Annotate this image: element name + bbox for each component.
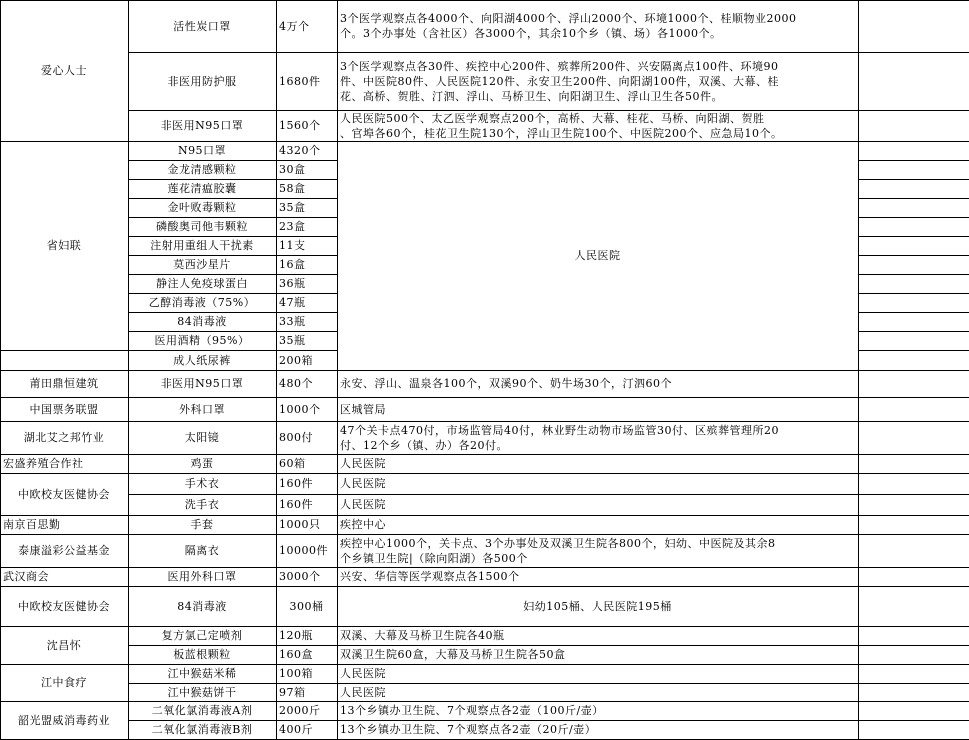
item-cell: 乙醇消毒液（75%） — [148, 296, 256, 309]
donor-cell: 沈昌怀 — [46, 638, 82, 652]
item-cell: 隔离衣 — [184, 544, 220, 557]
donor-cell: 南京百思勤 — [3, 518, 61, 531]
qty-cell: 400斤 — [279, 723, 313, 736]
item-cell: 江中猴菇饼干 — [167, 685, 237, 699]
item-cell: 太阳镜 — [184, 431, 220, 444]
dest-cell: 人民医院 — [340, 457, 386, 470]
qty-cell: 4万个 — [279, 19, 310, 33]
dest-cell: 人民医院 — [340, 498, 386, 511]
qty-cell: 33瓶 — [279, 315, 306, 328]
qty-cell: 800付 — [279, 431, 313, 444]
qty-cell: 1000个 — [279, 402, 321, 416]
donor-cell: 武汉商会 — [3, 570, 49, 583]
item-cell: 非医用N95口罩 — [160, 119, 244, 132]
dest-cell: 人民医院 — [340, 685, 386, 699]
donor-cell: 韶光盟威消毒药业 — [18, 713, 110, 727]
item-cell: 复方氯己定喷剂 — [161, 629, 243, 642]
item-cell: 手术衣 — [184, 477, 220, 490]
item-cell: 外科口罩 — [179, 402, 225, 416]
dest-cell: 双溪卫生院60盒，大幕及马桥卫生院各50盒 — [340, 648, 566, 661]
item-cell: 活性炭口罩 — [173, 19, 231, 33]
qty-cell: 2000斤 — [279, 704, 321, 717]
qty-cell: 10000件 — [279, 544, 328, 557]
qty-cell: 16盒 — [279, 258, 306, 271]
donor-cell: 湖北艾之邦竹业 — [23, 431, 105, 444]
item-cell: 二氧化氯消毒液A剂 — [151, 704, 253, 717]
item-cell: 手套 — [190, 518, 214, 531]
dest-cell: 永安、浮山、温泉各100个，双溪90个、奶牛场30个，汀泗60个 — [340, 377, 672, 390]
dest-cell: 13个乡镇办卫生院、7个观察点各2壶（20斤/壶） — [340, 723, 597, 736]
qty-cell: 160件 — [279, 477, 313, 490]
donor-cell: 爱心人士 — [41, 64, 87, 77]
qty-cell: 4320个 — [279, 144, 321, 157]
qty-cell: 47瓶 — [279, 296, 306, 309]
dest-cell: 妇幼105桶、人民医院195桶 — [523, 599, 672, 613]
donor-cell: 中国票务联盟 — [29, 402, 99, 416]
dest-cell: 双溪、大幕及马桥卫生院各40瓶 — [340, 629, 505, 642]
item-cell: 成人纸尿裤 — [173, 353, 231, 367]
qty-cell: 160件 — [279, 498, 313, 511]
qty-cell: 30盒 — [279, 163, 306, 176]
item-cell: 非医用N95口罩 — [160, 377, 244, 390]
dest-cell: 区城管局 — [340, 402, 386, 416]
qty-cell: 3000个 — [279, 570, 321, 583]
donor-cell: 宏盛养殖合作社 — [3, 457, 84, 470]
qty-cell: 23盒 — [279, 220, 306, 233]
qty-cell: 480个 — [279, 377, 313, 390]
item-cell: 医用酒精（95%） — [154, 334, 250, 347]
donor-cell: 中欧校友医健协会 — [18, 599, 110, 613]
dest-cell: 疾控中心 — [340, 518, 386, 531]
item-cell: 金叶败毒颗粒 — [167, 201, 237, 214]
dest-cell: 人民医院 — [574, 249, 621, 262]
qty-cell: 1560个 — [279, 119, 321, 132]
dest-cell: 兴安、华信等医学观察点各1500个 — [340, 570, 520, 583]
item-cell: 鸡蛋 — [190, 457, 214, 470]
qty-cell: 60箱 — [279, 457, 306, 470]
item-cell: 磷酸奥司他韦颗粒 — [156, 220, 248, 233]
item-cell: N95口罩 — [177, 144, 227, 157]
dest-cell: 13个乡镇办卫生院、7个观察点各2壶（100斤/壶） — [340, 704, 604, 717]
item-cell: 莲花清瘟胶囊 — [167, 182, 237, 195]
item-cell: 非医用防护服 — [167, 74, 237, 88]
item-cell: 金龙清感颗粒 — [167, 163, 237, 176]
dest-cell: 47个关卡点470付，市场监管局40付，林业野生动物市场监管30付、区殡葬管理所20 付、12个乡（镇、办）各20付。 — [340, 423, 779, 452]
qty-cell: 36瓶 — [279, 277, 306, 290]
qty-cell: 120瓶 — [279, 629, 313, 642]
donor-cell: 莆田鼎恒建筑 — [29, 377, 99, 390]
qty-cell: 97箱 — [279, 685, 306, 699]
qty-cell: 100箱 — [279, 667, 313, 680]
dest-cell: 3个医学观察点各4000个、向阳湖4000个、浮山2000个、环境1000个、桂顺物业2000 个。3个办事处（含社区）各3000个，其余10个乡（镇、场）各1000个。 — [340, 12, 797, 40]
qty-cell: 300桶 — [289, 599, 324, 613]
dest-cell: 人民医院500个、太乙医学观察点200个，高桥、大幕、桂花、马桥、向阳湖、贺胜 、官埠各60个，桂花卫生院130个，浮山卫生院100个、中医院200个、应急局10个。 — [340, 111, 783, 140]
qty-cell: 35盒 — [279, 201, 306, 214]
qty-cell: 1000只 — [279, 518, 321, 531]
item-cell: 84消毒液 — [177, 315, 227, 328]
item-cell: 医用外科口罩 — [167, 570, 237, 583]
qty-cell: 200箱 — [279, 353, 313, 367]
item-cell: 注射用重组人干扰素 — [150, 239, 254, 252]
qty-cell: 35瓶 — [279, 334, 306, 347]
dest-cell: 人民医院 — [340, 667, 386, 680]
donor-cell: 泰康溢彩公益基金 — [18, 544, 110, 557]
item-cell: 洗手衣 — [184, 498, 220, 511]
dest-cell: 疾控中心1000个，关卡点、3个办事处及双溪卫生院各800个，妇幼、中医院及其余8 个乡镇卫生院|（除向阳湖）各500个 — [340, 536, 776, 565]
item-cell: 静注人免疫球蛋白 — [156, 277, 248, 290]
item-cell: 二氧化氯消毒液B剂 — [151, 723, 253, 736]
item-cell: 板蓝根颗粒 — [173, 648, 231, 661]
qty-cell: 11支 — [279, 239, 306, 252]
item-cell: 84消毒液 — [177, 599, 227, 613]
qty-cell: 58盒 — [279, 182, 306, 195]
donor-cell: 省妇联 — [46, 239, 82, 252]
donor-cell: 中欧校友医健协会 — [18, 487, 110, 501]
dest-cell: 3个医学观察点各30件、疾控中心200件、殡葬所200件、兴安隔离点100件、环境90 件、中医院80件、人民医院120件、永安卫生200件、向阳湖100件，双溪、大幕、桂 花、高桥、贺胜、汀泗、浮山、马桥卫生、向阳湖卫生、浮山卫生各50件。 — [340, 59, 779, 103]
donor-cell: 江中食疗 — [41, 676, 87, 689]
item-cell: 莫西沙星片 — [173, 258, 231, 271]
qty-cell: 160盒 — [279, 648, 313, 661]
qty-cell: 1680件 — [279, 74, 321, 88]
item-cell: 江中猴菇米稀 — [167, 667, 237, 680]
dest-cell: 人民医院 — [340, 477, 386, 490]
